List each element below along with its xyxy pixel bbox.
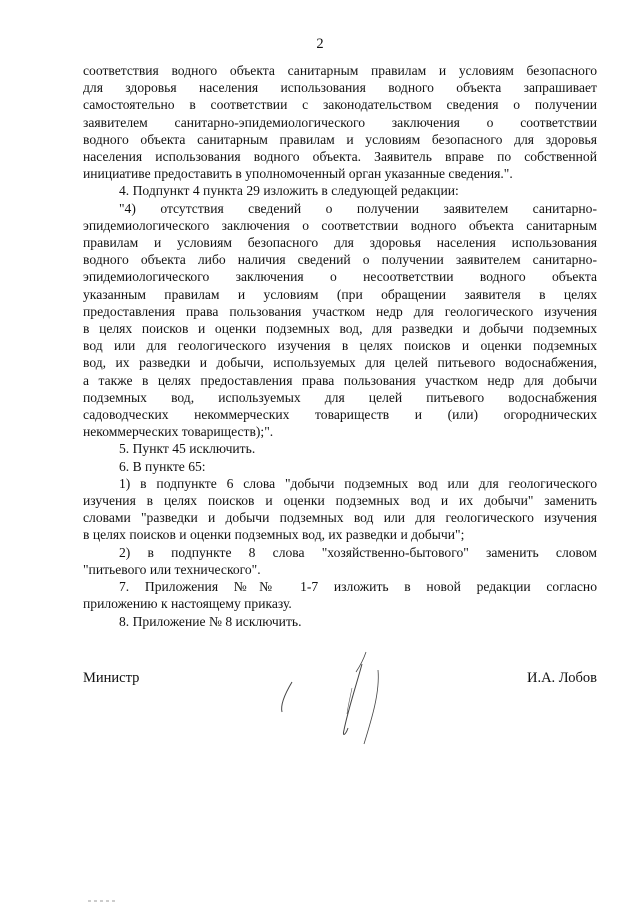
page-number: 2	[316, 36, 324, 52]
signer-name: И.А. Лобов	[526, 670, 597, 686]
text-line: "4) отсутствия сведений о получении заявителем санитарно-	[119, 200, 597, 216]
text-line: некоммерческих товариществ);".	[83, 424, 274, 440]
text-line: приложению к настоящему приказу.	[83, 596, 292, 612]
text-line: 6. В пункте 65:	[119, 458, 206, 474]
text-line: водного объекта либо наличия сведений о получении заявителем санитарно-	[83, 252, 597, 268]
text-line: указанным правилам и условиям (при обращении заявителя в целях	[83, 286, 597, 302]
signer-title: Министр	[83, 670, 140, 686]
text-line: населения использования водного объекта. Заявитель вправе по собственной	[83, 149, 597, 165]
text-line: вод или для геологического изучения в целях поисков и оценки подземных	[83, 338, 597, 354]
text-line: 7. Приложения №№ 1-7 изложить в новой редакции согласно	[119, 579, 597, 595]
text-line: 4. Подпункт 4 пункта 29 изложить в следующей редакции:	[119, 183, 459, 199]
document-body	[83, 62, 597, 630]
text-line: 1) в подпункте 6 слова "добычи подземных вод или для геологического	[119, 475, 597, 491]
text-line: в целях поисков и оценки подземных вод, для разведки и добычи подземных	[83, 321, 597, 337]
scan-edge-mark	[88, 900, 118, 902]
text-line: вод, их разведки и добычи, используемых для целей питьевого водоснабжения,	[83, 355, 597, 371]
text-line: изучения в целях поисков и оценки подземных вод и их добычи" заменить	[83, 493, 597, 509]
text-line: самостоятельно в соответствии с законодательством сведения о получении	[83, 97, 597, 113]
text-line: соответствия водного объекта санитарным правилам и условиям безопасного	[83, 63, 597, 78]
text-line: правилам и условиям безопасного для здоровья населения использования	[83, 235, 597, 251]
text-line: садоводческих некоммерческих товариществ и (или) огороднических	[83, 407, 597, 423]
text-line: эпидемиологического заключения о соответствии водного объекта санитарным	[83, 217, 597, 233]
text-line: 8. Приложение № 8 исключить.	[119, 613, 302, 629]
text-line: эпидемиологического заключения о несоответствии водного объекта	[83, 269, 597, 285]
text-line: "питьевого или технического".	[83, 561, 261, 577]
text-line: для здоровья населения использования водного объекта запрашивает	[83, 80, 597, 96]
handwritten-signature	[268, 648, 408, 758]
text-line: словами "разведки и добычи подземных вод или для геологического изучения	[83, 510, 597, 526]
text-line: водного объекта санитарным правилам и условиям безопасного для здоровья	[83, 131, 597, 147]
text-line: инициативе предоставить в уполномоченный орган указанные сведения.".	[83, 166, 513, 182]
text-line: 2) в подпункте 8 слова "хозяйственно-бытового" заменить словом	[119, 544, 597, 560]
text-line: предоставления права пользования участком недр для геологического изучения	[83, 303, 597, 319]
text-line: а также в целях предоставления права пользования участком недр для добычи	[83, 372, 597, 388]
text-line: в целях поисков и оценки подземных вод, их разведки и добычи";	[83, 527, 465, 543]
text-line: 5. Пункт 45 исключить.	[119, 441, 256, 457]
text-line: подземных вод, используемых для целей питьевого водоснабжения	[83, 389, 597, 405]
text-line: заявителем санитарно-эпидемиологического заключения о соответствии	[83, 114, 597, 130]
